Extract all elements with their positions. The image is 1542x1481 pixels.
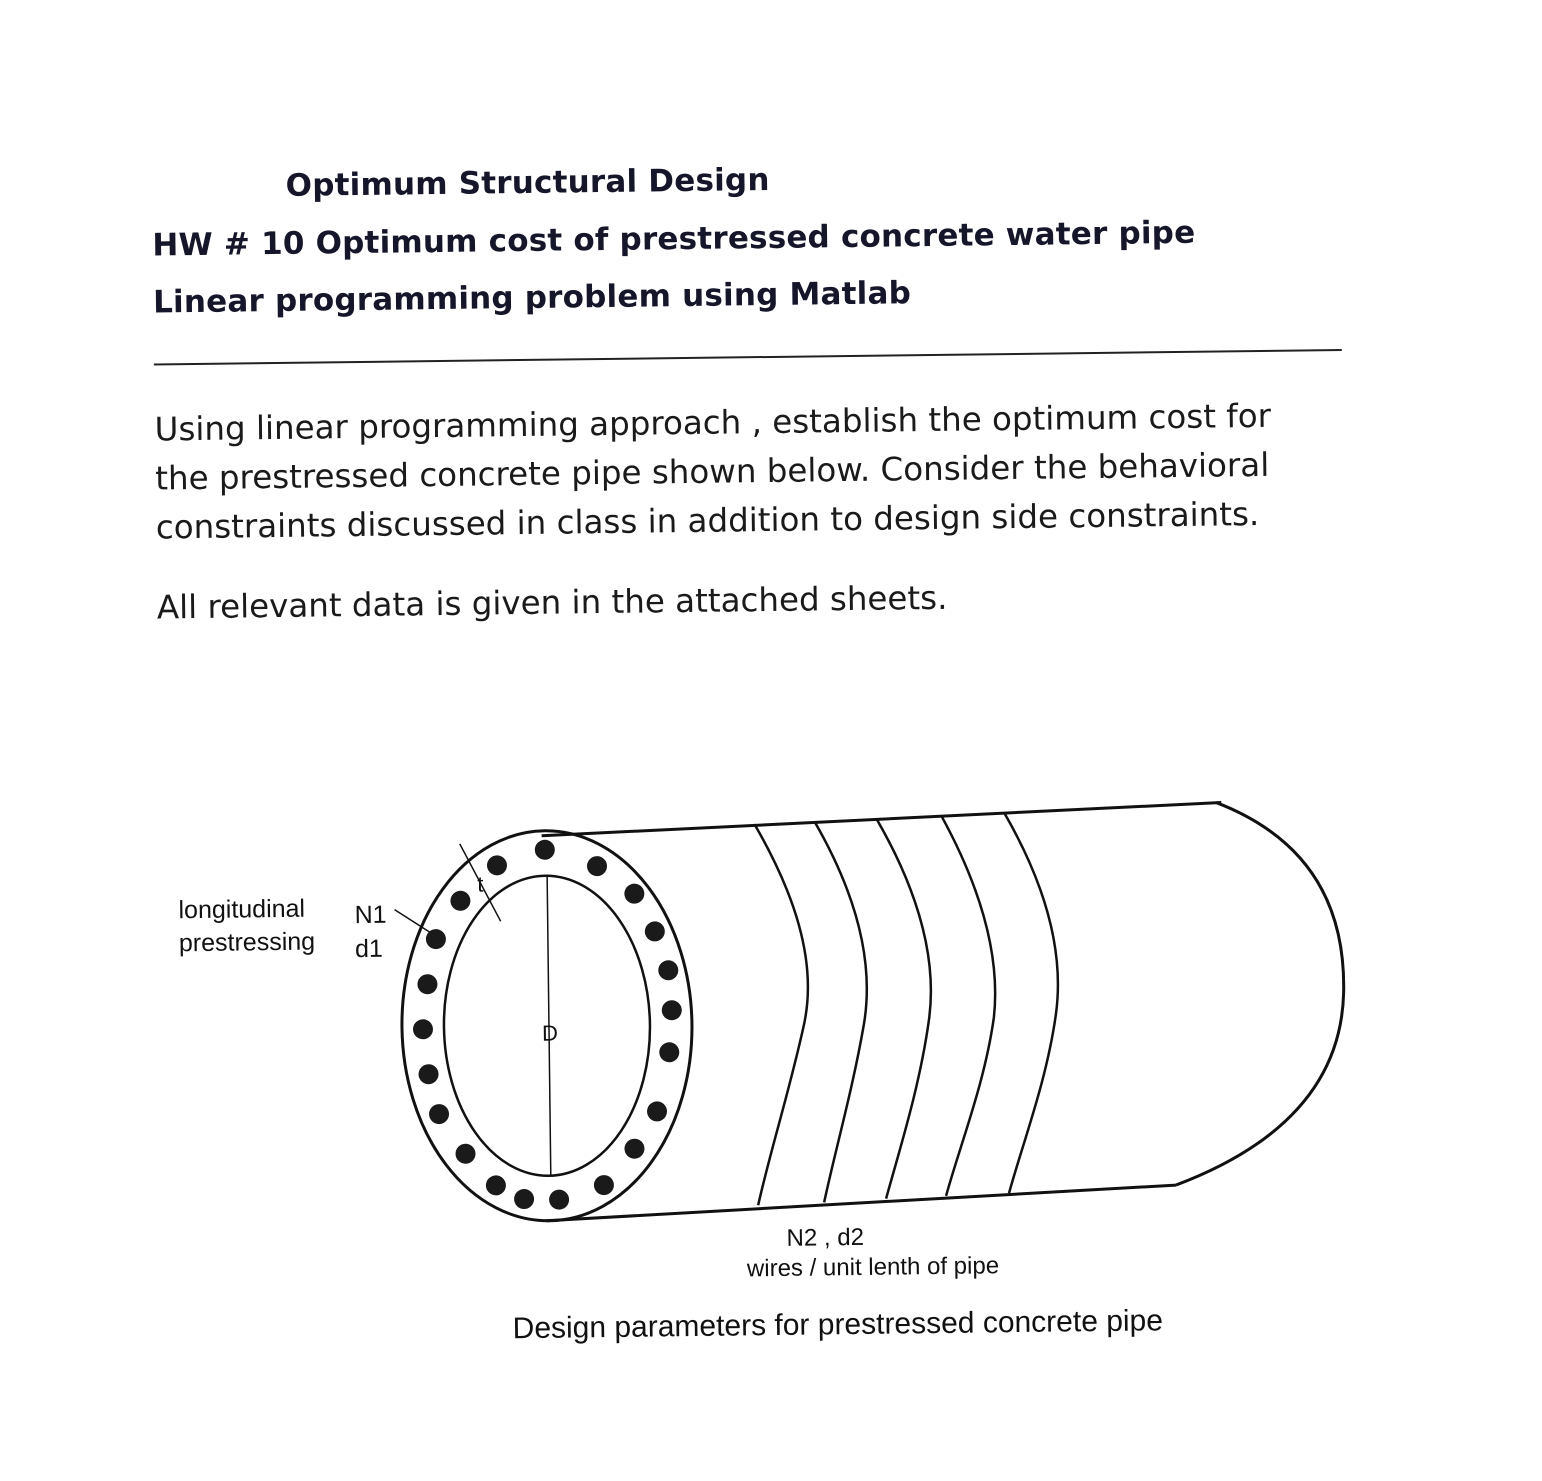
bar-dot <box>455 1144 475 1164</box>
bar-dot <box>429 1104 449 1124</box>
figure-caption: Design parameters for prestressed concrete pipe <box>512 1304 1164 1346</box>
label-longitudinal: longitudinal <box>178 894 306 925</box>
bar-dot <box>487 855 507 875</box>
bar-dot <box>624 884 644 904</box>
bar-dot <box>659 1042 679 1062</box>
data-note: All relevant data is given in the attached sheets. <box>156 578 948 627</box>
bar-dot <box>658 960 678 980</box>
bar-dot <box>486 1175 506 1195</box>
method-title: Linear programming problem using Matlab <box>152 275 912 321</box>
homework-title: HW # 10 Optimum cost of prestressed concrete water pipe <box>152 214 1196 264</box>
bar-dot <box>418 1064 438 1084</box>
bar-dot <box>450 891 470 911</box>
instruction-line: constraints discussed in class in addition to design side constraints. <box>155 495 1260 547</box>
course-title: Optimum Structural Design <box>285 161 770 204</box>
bar-dot <box>514 1189 534 1209</box>
pipe-far-end <box>1171 801 1346 1185</box>
label-d1: d1 <box>354 934 383 964</box>
pipe-bottom-edge <box>546 1185 1176 1221</box>
bar-dot <box>662 1000 682 1020</box>
bar-dot <box>645 921 665 941</box>
bar-dot <box>417 974 437 994</box>
bar-dot <box>624 1139 644 1159</box>
instruction-line: Using linear programming approach , establish the optimum cost for <box>154 396 1272 449</box>
circumferential-wire <box>814 821 869 1203</box>
label-prestressing: prestressing <box>178 927 316 958</box>
label-thickness: t <box>477 871 484 897</box>
label-diameter: D <box>541 1020 559 1046</box>
bar-dot <box>594 1175 614 1195</box>
bar-dot <box>413 1019 433 1039</box>
bar-dot <box>587 856 607 876</box>
circumferential-wire <box>876 818 933 1199</box>
label-n2-d2: N2 , d2 <box>786 1223 865 1252</box>
circumferential-wire <box>754 824 811 1206</box>
label-wires: wires / unit lenth of pipe <box>746 1252 1000 1283</box>
instruction-line: the prestressed concrete pipe shown below. Consider the behavioral <box>155 445 1270 498</box>
bar-dot <box>647 1101 667 1121</box>
pipe-top-edge <box>541 802 1221 835</box>
circumferential-wire <box>1004 813 1060 1194</box>
bar-dot <box>535 840 555 860</box>
circumferential-wire <box>941 815 997 1196</box>
bar-dot <box>549 1189 569 1209</box>
label-n1: N1 <box>354 900 387 930</box>
